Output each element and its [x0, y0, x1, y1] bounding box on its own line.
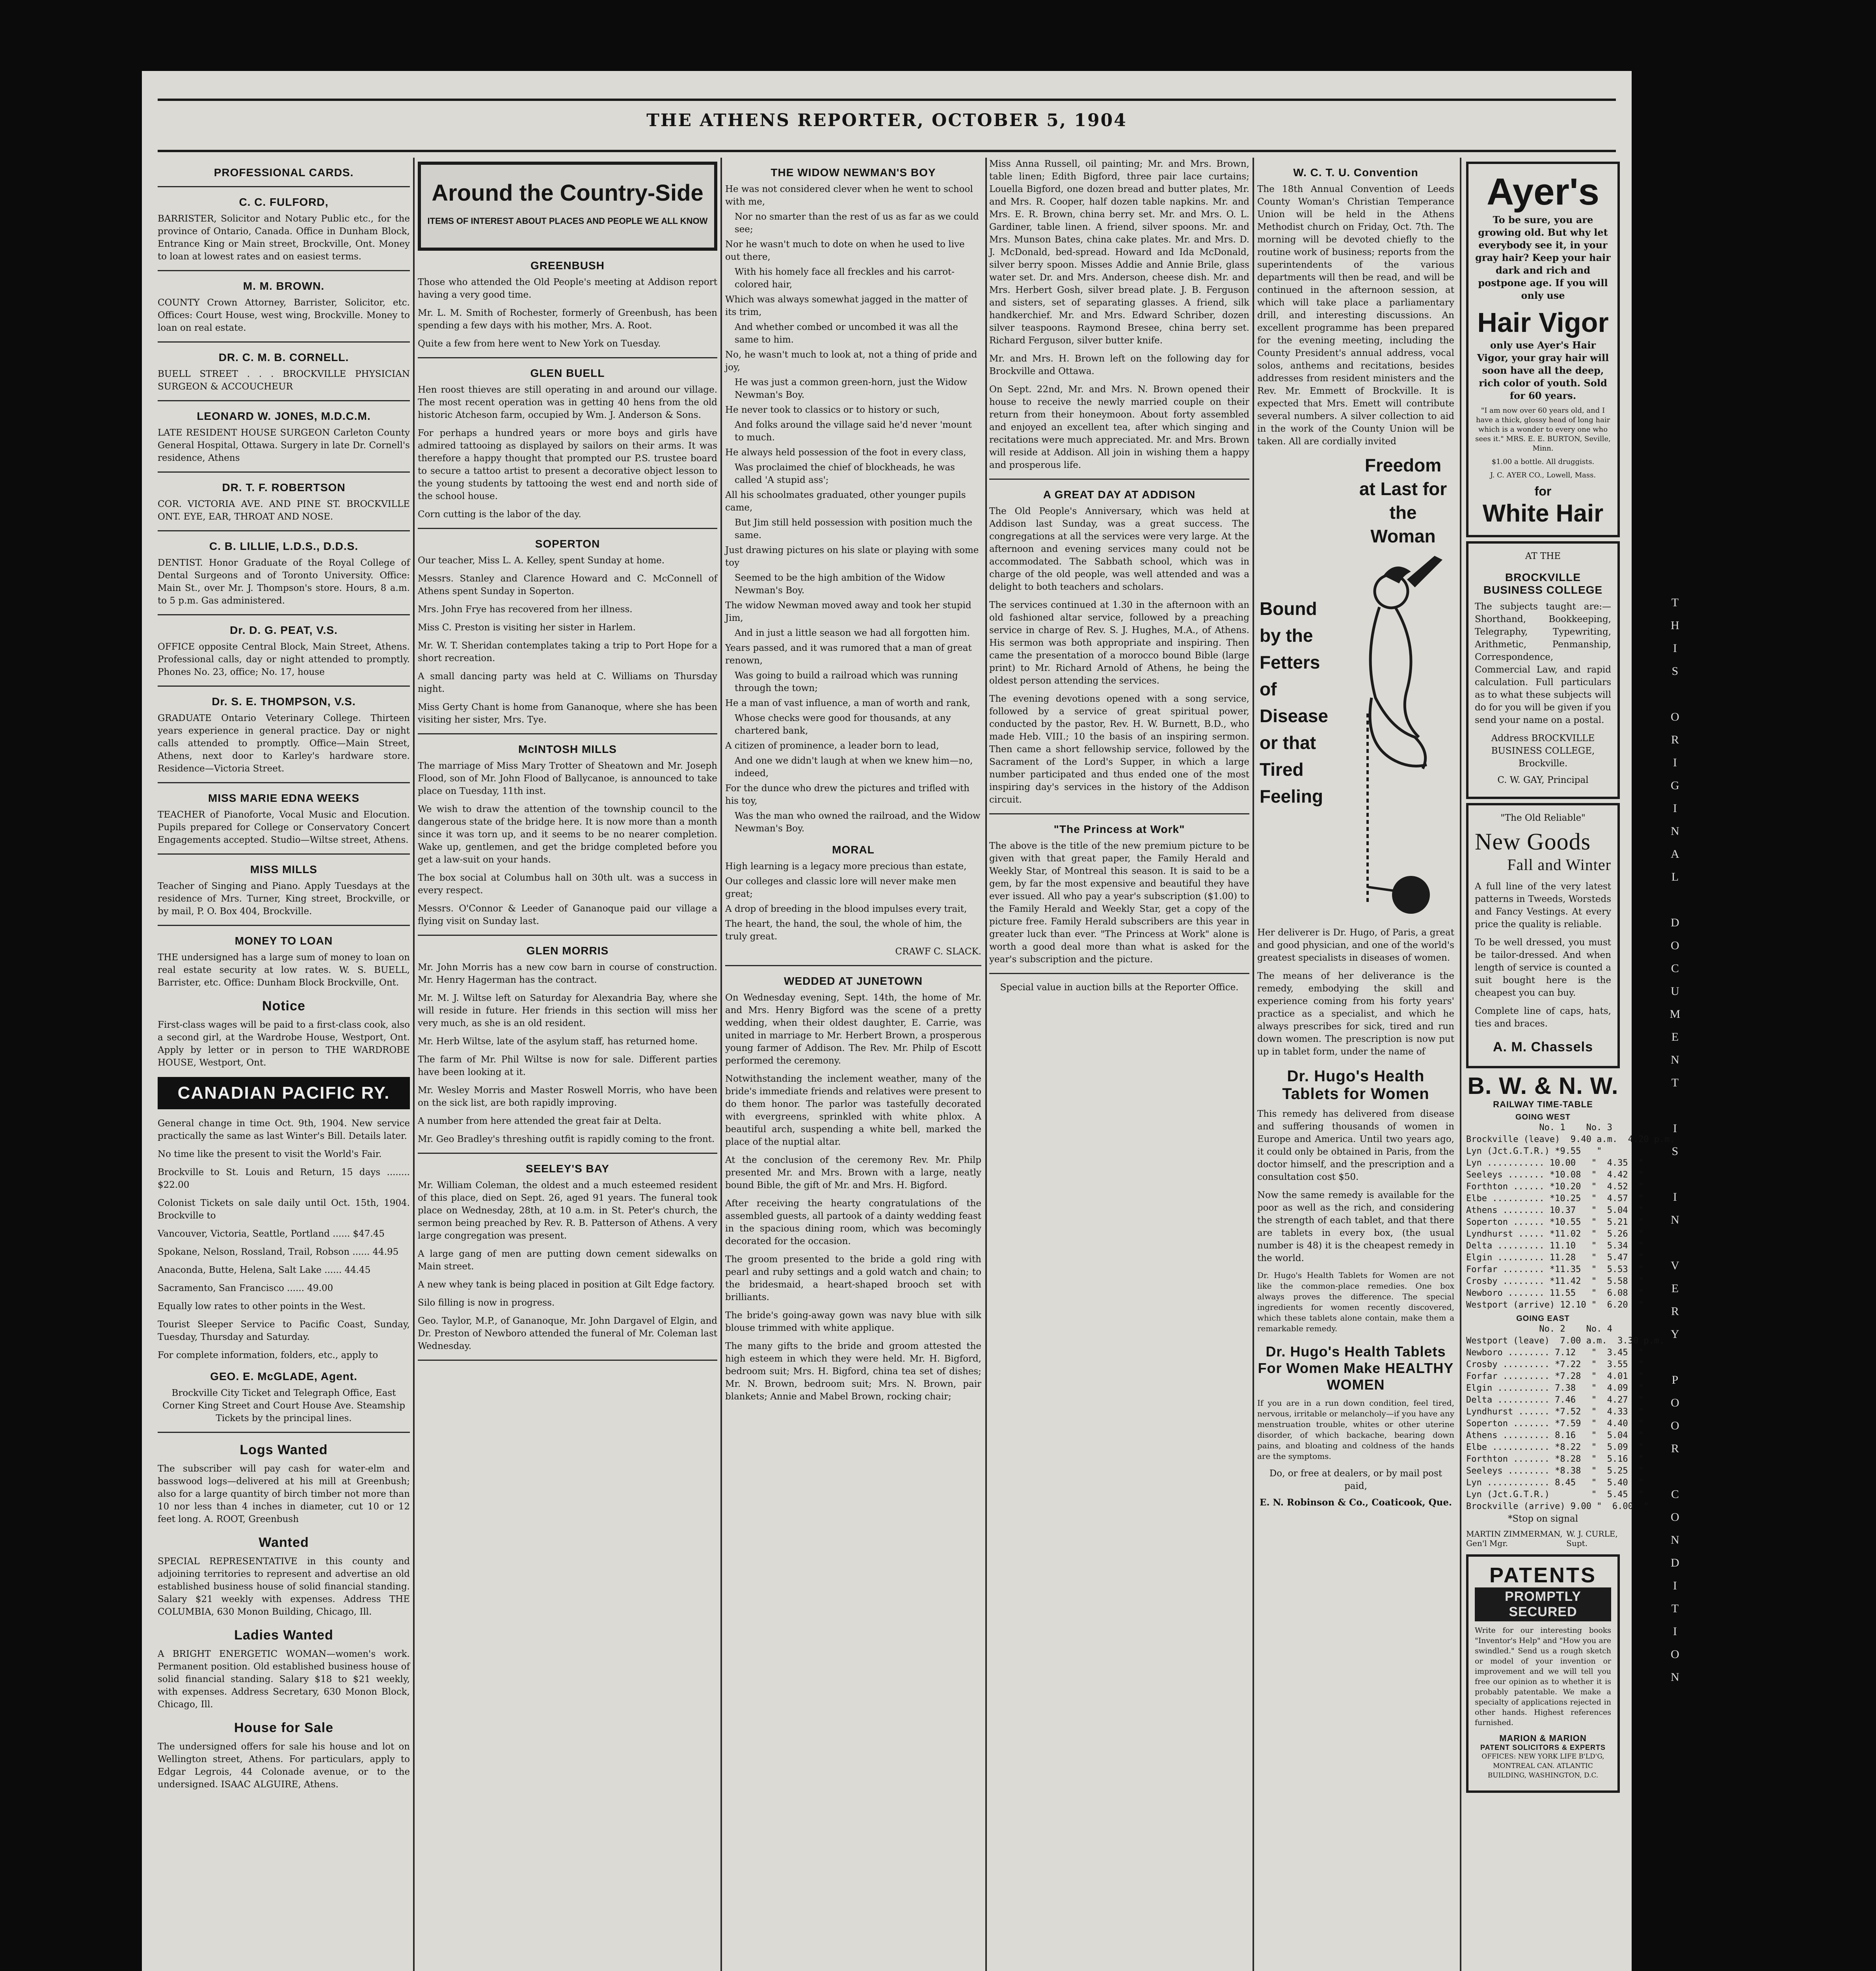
addison-paragraph: The Old People's Anniversary, which was held at Addison last Sunday, was a great success. The congregations at all the services were very large. At the afternoon and evening services many could not be accommodated. The Sabbath school, which was in charge of the old people, was well attended and was a delight to both teachers and scholars.	[989, 506, 1249, 592]
divider	[158, 400, 410, 401]
timetable-row: Elbe .......... *10.25 " 4.57 "	[1466, 1194, 1644, 1203]
timetable-row: Crosby ......... *7.22 " 3.55 "	[1466, 1360, 1644, 1369]
wedding-departure: Mr. and Mrs. H. Brown left on the following day for Brockville and Ottawa.	[989, 354, 1249, 376]
poem-line: The widow Newman moved away and took her stupid Jim,	[725, 600, 972, 623]
timetable-row: Crosby ........ *11.42 " 5.58 "	[1466, 1276, 1644, 1286]
going-west-heading: GOING WEST	[1515, 1113, 1571, 1121]
house-for-sale-text: The undersigned offers for sale his house and lot on Wellington street, Athens. For particulars, apply to Edgar Legrois, 44 Colonade avenue, or to the undersigned. ISAAC ALGUIRE, Athens.	[158, 1742, 410, 1790]
section-paragraph: Mr. M. J. Wiltse left on Saturday for Alexandria Bay, where she will reside in future. Her friends in this section will miss her very much, as she is an old resident.	[418, 993, 717, 1028]
cpr-line: Anaconda, Butte, Helena, Salt Lake ...... 44.45	[158, 1265, 371, 1275]
ayer-price: $1.00 a bottle. All druggists.	[1491, 458, 1595, 466]
railway-sign-right: W. J. CURLE, Supt.	[1566, 1529, 1618, 1548]
poem-line: Just drawing pictures on his slate or playing with some toy	[725, 545, 979, 568]
column-rule	[985, 158, 987, 1971]
poem-line: He never took to classics or to history or such,	[725, 405, 940, 415]
poem-line: Was the man who owned the railroad, and the Widow Newman's Boy.	[735, 811, 981, 834]
moral-line: Our colleges and classic lore will never make men great;	[725, 876, 957, 899]
patents-title: PATENTS	[1489, 1563, 1597, 1587]
card-name: C. C. FULFORD,	[239, 196, 329, 208]
section-paragraph: Miss C. Preston is visiting her sister in Harlem.	[418, 622, 636, 633]
timetable-row: Forthton ....... *8.28 " 5.16 "	[1466, 1454, 1644, 1464]
card-name: MISS MILLS	[250, 863, 318, 876]
hugo-para-6: If you are in a run down condition, feel tired, nervous, irritable or melancholy—if you have any menstruation trouble, whites or other uterine disorder, of which backache, bearing down pains, and bloating and coldness of the hands are the symptoms.	[1257, 1398, 1454, 1461]
timetable-row: Seeleys ........ *8.38 " 5.25 "	[1466, 1466, 1644, 1476]
divider	[158, 341, 410, 343]
college-at: AT THE	[1525, 551, 1561, 561]
wctu-title: W. C. T. U. Convention	[1293, 166, 1418, 179]
divider	[418, 935, 717, 936]
hugo-para-3: This remedy has delivered from disease and suffering thousands of women in Europe and America. Until two years ago, it could only be obtained in Paris, from the doctor himself, and the prescription and a consultation cost $50.	[1257, 1109, 1454, 1182]
freedom-headline: Freedom at Last for the Woman	[1359, 455, 1447, 546]
section-paragraph: A new whey tank is being placed in position at Gilt Edge factory.	[418, 1280, 715, 1290]
chassels-ad	[1466, 803, 1620, 1068]
timetable-row: Elgin ......... 11.28 " 5.47 "	[1466, 1253, 1644, 1263]
card-text: TEACHER of Pianoforte, Vocal Music and Elocution. Pupils prepared for College or Conservatory Concert Engagements accepted. Studio—Wiltse street, Athens.	[158, 810, 410, 845]
timetable-row: Soperton ...... *10.55 " 5.21 "	[1466, 1217, 1644, 1227]
woman-illustration-icon	[1316, 548, 1446, 922]
cpr-agent-text: Brockville City Ticket and Telegraph Office, East Corner King Street and Court House Ave. Steamship Tickets by the principal lines.	[162, 1388, 405, 1423]
banner-title: Around the Country-Side	[432, 180, 704, 206]
merchant-name: A. M. Chassels	[1493, 1040, 1593, 1054]
timetable-row: Newboro ....... 11.55 " 6.08 "	[1466, 1288, 1644, 1298]
wedding-paragraph: The groom presented to the bride a gold ring with pearl and ruby settings and a gold watch and chain; to the bridesmaid, a heart-shaped brooch set with brilliants.	[725, 1254, 981, 1302]
princess-text: The above is the title of the new premium picture to be given with that great paper, the Family Herald and Weekly Star, of Montreal this season. It is said to be a gem, by far the most expensive and beautiful they have ever issued. All who pay a year's subscription ($1.00) to the Family Herald and Weekly Star, get a copy of the picture free. Family Herald subscribers are this year in greater luck than ever. "The Princess at Work" alone is worth a good deal more than what is asked for the year's subscription and the picture.	[989, 841, 1249, 965]
poem-line: Which was always somewhat jagged in the matter of its trim,	[725, 294, 968, 317]
cpr-line: Sacramento, San Francisco ...... 49.00	[158, 1283, 333, 1293]
card-text: GRADUATE Ontario Veterinary College. Thirteen years experience in general practice. Day or night calls attended to promptly. Office—Main Street, Athens, next door to Karley's hardware store. Residence—Victoria Street.	[158, 713, 410, 774]
condition-word: P O O R	[1671, 1373, 1679, 1455]
masthead-rule-top	[158, 99, 1616, 101]
divider	[158, 686, 410, 687]
card-name: DR. T. F. ROBERTSON	[222, 481, 346, 494]
wedding-paragraph: The many gifts to the bride and groom attested the high esteem in which they were held. Mr. H. Bigford, bedroom suit; Mrs. H. Bigford, china tea set of dishes; Mr. N. Brown, bedroom suit; Mrs. N. Brown, pair blankets; Annie and Mabel Brown, rocking chair;	[725, 1341, 981, 1402]
card-text: BUELL STREET . . . BROCKVILLE PHYSICIAN SURGEON & ACCOUCHEUR	[158, 369, 410, 392]
poem-line: Years passed, and it was rumored that a man of great renown,	[725, 643, 972, 666]
railway-sub: RAILWAY TIME-TABLE	[1493, 1099, 1593, 1109]
section-paragraph: A large gang of men are putting down cement sidewalks on Main street.	[418, 1249, 717, 1272]
addison-article	[989, 505, 1249, 806]
wedding-paragraph: Notwithstanding the inclement weather, many of the bride's immediate friends and relatives were present to do them honor. The parlor was tastefully decorated with evergreens, sprinkled with white phlox. A beautiful arch, suspending a white bell, marked the place of the nuptial altar.	[725, 1074, 981, 1147]
hugo-product-name: Dr. Hugo's Health Tablets for Women	[1282, 1067, 1429, 1103]
goods-text-2: To be well dressed, you must be tailor-dressed. And when length of service is counted a suit bought here is the cheapest you can buy.	[1475, 937, 1611, 998]
cpr-line: General change in time Oct. 9th, 1904. New service practically the same as last Winter's Bill. Details later.	[158, 1118, 410, 1141]
canadian-pacific-logo: CANADIAN PACIFIC RY.	[158, 1077, 410, 1109]
wedding-paragraph: The bride's going-away gown was navy blue with silk blouse trimmed with white applique.	[725, 1310, 981, 1333]
cpr-line: No time like the present to visit the World's Fair.	[158, 1149, 382, 1159]
timetable-row: Brockville (arrive) 9.00 " 6.00 "	[1466, 1502, 1649, 1511]
card-text: OFFICE opposite Central Block, Main Street, Athens. Professional calls, day or night attended to promptly. Phones No. 23, office; No. 17, house	[158, 642, 410, 677]
card-name: DR. C. M. B. CORNELL.	[218, 351, 349, 363]
poem-line: A citizen of prominence, a leader born to lead,	[725, 741, 939, 751]
divider	[158, 1432, 410, 1433]
house-for-sale-heading: House for Sale	[234, 1720, 334, 1735]
business-college-ad	[1466, 541, 1620, 799]
column-addison	[989, 158, 1249, 1971]
section-paragraph: A number from here attended the great fair at Delta.	[418, 1116, 662, 1126]
freedom-illustration	[1257, 453, 1454, 926]
timetable-east	[1466, 1323, 1665, 1513]
poem-line: All his schoolmates graduated, other younger pupils came,	[725, 490, 966, 513]
column-rule	[1460, 158, 1461, 1971]
auction-note: Special value in auction bills at the Reporter Office.	[1000, 982, 1239, 993]
wedding-paragraph: On Wednesday evening, Sept. 14th, the home of Mr. and Mrs. Henry Bigford was the scene of a pretty wedding, when their oldest daughter, E. Carrie, was united in marriage to Mr. Herbert Brown, a prosperous young farmer of Addison. The Rev. Mr. Philp of Escott performed the ceremony.	[725, 993, 981, 1066]
condition-word: I N	[1671, 1190, 1679, 1226]
card-name: LEONARD W. JONES, M.D.C.M.	[197, 410, 371, 422]
column-rule	[1253, 158, 1254, 1971]
card-name: M. M. BROWN.	[243, 280, 325, 292]
wedding-title: WEDDED AT JUNETOWN	[784, 975, 923, 987]
divider	[158, 614, 410, 615]
ayer-lead: To be sure, you are growing old. But why let everybody see it, in your gray hair? Keep your hair dark and rich and postpone age. If you will only use	[1475, 214, 1611, 301]
section-paragraph: Miss Gerty Chant is home from Gananoque, where she has been visiting her sister, Mrs. Tye.	[418, 702, 717, 725]
wedding-reception: On Sept. 22nd, Mr. and Mrs. N. Brown opened their house to receive the newly married couple on their return from their honeymoon. About forty assembled and enjoyed an excellent tea, after which singing and recitations were much appreciated. Mr. and Mrs. Brown will reside at Addison. All join in wishing them a happy and prosperous life.	[989, 384, 1249, 470]
moral-lines	[725, 860, 981, 943]
timetable-row: Athens ......... 8.16 " 5.04 "	[1466, 1431, 1644, 1440]
poem-line: Seemed to be the high ambition of the Widow Newman's Boy.	[735, 573, 945, 596]
masthead-title: THE ATHENS REPORTER, OCTOBER 5, 1904	[646, 110, 1127, 130]
timetable-row: Lyndhurst ..... *11.02 " 5.26 "	[1466, 1229, 1644, 1239]
section-paragraph: For perhaps a hundred years or more boys and girls have admired tattooing as displayed by sailors on their arms. It was therefore a happy thought that prompted our P.S. trustee board to secure a tattoo artist to present a decorative object lesson to the young students by tattooing the west end and north side of the school house.	[418, 428, 717, 501]
stop-signal-note: *Stop on signal	[1508, 1514, 1578, 1524]
card-name: MONEY TO LOAN	[234, 935, 333, 947]
card-name: C. B. LILLIE, L.D.S., D.D.S.	[209, 540, 358, 552]
timetable-row: Lyn ........... 10.00 " 4.35 "	[1466, 1158, 1644, 1168]
divider	[158, 925, 410, 926]
section-paragraph: The box social at Columbus hall on 30th ult. was a success in every respect.	[418, 873, 717, 896]
divider	[158, 530, 410, 531]
railway-signatures	[1466, 1529, 1620, 1548]
timetable-row: Westport (arrive) 12.10 " 6.20 "	[1466, 1300, 1644, 1310]
moral-line: A drop of breeding in the blood impulses every trait,	[725, 904, 967, 914]
divider	[158, 853, 410, 855]
poem-line: Nor he wasn't much to dote on when he used to live out there,	[725, 239, 965, 262]
divider	[418, 733, 717, 734]
goods-text-1: A full line of the very latest patterns in Tweeds, Worsteds and Fancy Vestings. At every price the quality is reliable.	[1475, 881, 1611, 930]
addison-paragraph: The evening devotions opened with a song service, followed by a service of great spiritual power, conducted by the pastor, Rev. H. W. Burnett, B.D., who made Heb. VIII.; 10 the basis of an inspiring sermon. Then came a short fellowship service, followed by the Sacrament of the Lord's Supper, in which a large number participated and thus ended one of the most inspiring day's services in the history of the Addison circuit.	[989, 694, 1249, 805]
divider	[418, 357, 717, 358]
moral-line: High learning is a legacy more precious than estate,	[725, 861, 967, 872]
divider	[418, 528, 717, 529]
card-name: Dr. D. G. PEAT, V.S.	[230, 624, 338, 636]
timetable-row: Lyn (Jct.G.T.R.) " 5.45 "	[1466, 1490, 1644, 1500]
hugo-vendor: E. N. Robinson & Co., Coaticook, Que.	[1259, 1497, 1452, 1508]
moral-line: The heart, the hand, the soul, the whole of him, the truly great.	[725, 919, 962, 942]
card-text: DENTIST. Honor Graduate of the Royal College of Dental Surgeons and of Toronto University. Office: Main St., over Mr. J. Thompson's store. Hours, 8 a.m. to 5 p.m. Gas administered.	[158, 558, 410, 606]
cpr-line: Tourist Sleeper Service to Pacific Coast, Sunday, Tuesday, Thursday and Saturday.	[158, 1319, 410, 1342]
section-title: GLEN BUELL	[530, 367, 605, 379]
cpr-line: For complete information, folders, etc., apply to	[158, 1350, 378, 1360]
wedding-gifts: Miss Anna Russell, oil painting; Mr. and Mrs. Brown, table linen; Edith Bigford, three pair lace curtains; Louella Bigford, one dozen bread and butter plates, Mr. and Mrs. R. Cooper, half dozen table napkins. Mr. and Mrs. E. R. Brown, china berry set. Mr. and Mrs. O. L. Gardiner, table linen. A friend, silver spoons. Mr. and Mrs. Munson Bates, china cake plates. Mr. and Mrs. D. J. McDonald, bed-spread. Howard and Ida McDonald, silver berry spoon. Misses Addie and Annie Brile, glass water set. Dr. and Mrs. Anderson, cheese dish. Mr. and Mrs. Herbert Gosh, silver bread plate. J. B. Ferguson and sisters, set of separating glasses. A friend, silk handkerchief. Mr. and Mrs. Edward Schriber, dozen silver teaspoons. Raymond Bresee, china berry set. Richard Ferguson, silver butter knife.	[989, 159, 1249, 346]
hugo-para-2: The means of her deliverance is the remedy, embodying the skill and experience coming from his forty years' practice as a specialist, and which he always prescribes for sick, tired and run down women. The prescription is now put up in tablet form, under the name of	[1257, 971, 1454, 1057]
divider	[989, 813, 1249, 814]
card-text: THE undersigned has a large sum of money to loan on real estate security at low rates. W. S. BUELL, Barrister, etc. Office: Dunham Block Brockville, Ont.	[158, 952, 410, 988]
ayer-tagline: White Hair	[1482, 500, 1604, 527]
hugo-footer-name: Dr. Hugo's Health Tablets For Women Make HEALTHY WOMEN	[1258, 1343, 1454, 1393]
addison-title: A GREAT DAY AT ADDISON	[1043, 488, 1196, 501]
column-rule	[720, 158, 722, 1971]
going-east-heading: GOING EAST	[1516, 1314, 1570, 1323]
poem-line: With his homely face all freckles and his carrot-colored hair,	[735, 267, 955, 290]
section-paragraph: Mr. Wesley Morris and Master Roswell Morris, who have been on the sick list, are both rapidly improving.	[418, 1085, 717, 1108]
condition-word: D O C U M E N T	[1669, 916, 1681, 1089]
ayer-for: for	[1534, 484, 1552, 498]
poem-line: Nor no smarter than the rest of us as far as we could see;	[735, 212, 979, 235]
notice-heading: Notice	[262, 999, 305, 1013]
condition-word: T H I S	[1671, 596, 1679, 678]
patents-offices: OFFICES: NEW YORK LIFE B'LD'G, MONTREAL CAN. ATLANTIC BUILDING, WASHINGTON, D.C.	[1481, 1753, 1604, 1779]
poem-line: He a man of vast influence, a man of worth and rank,	[725, 698, 970, 708]
divider	[418, 1360, 717, 1361]
cpr-line: Brockville to St. Louis and Return, 15 days ........ $22.00	[158, 1167, 410, 1190]
patents-firm-sub: PATENT SOLICITORS & EXPERTS	[1480, 1744, 1606, 1751]
patents-sub: PROMPTLY SECURED	[1475, 1587, 1611, 1621]
princess-title: "The Princess at Work"	[1053, 823, 1185, 835]
poem-line: He was not considered clever when he went to school with me,	[725, 184, 973, 207]
wanted-text: SPECIAL REPRESENTATIVE in this county and adjoining territories to represent and advertise an old established business house of solid financial standing. Salary $21 weekly with expenses. Address THE COLUMBIA, 630 Monon Building, Chicago, Ill.	[158, 1556, 410, 1617]
cpr-agent: GEO. E. McGLADE, Agent.	[210, 1370, 357, 1382]
poem-line: He was just a common green-horn, just the Widow Newman's Boy.	[735, 377, 967, 400]
railway-sign-left: MARTIN ZIMMERMAN, Gen'l Mgr.	[1466, 1529, 1563, 1548]
condition-word: O R I G I N A L	[1671, 710, 1679, 883]
poem-line: No, he wasn't much to look at, not a thing of pride and joy,	[725, 350, 977, 373]
divider	[989, 479, 1249, 480]
section-paragraph: Mrs. John Frye has recovered from her illness.	[418, 604, 633, 615]
divider	[725, 965, 981, 966]
country-side-banner	[418, 162, 717, 251]
divider	[418, 1153, 717, 1154]
condition-word: C O N D I T I O N	[1671, 1488, 1679, 1684]
old-reliable: "The Old Reliable"	[1500, 813, 1586, 823]
poem-line: And whether combed or uncombed it was all the same to him.	[735, 322, 958, 345]
notice-text: First-class wages will be paid to a first-class cook, also a second girl, at the Wardrobe House, Westport, Ont. Apply by letter or in person to THE WARDROBE HOUSE, Westport, Ont.	[158, 1020, 410, 1068]
timetable-row: No. 1 No. 3	[1466, 1123, 1612, 1133]
card-text: LATE RESIDENT HOUSE SURGEON Carleton County General Hospital, Ottawa. Surgery in late Dr. Cornell's residence, Athens	[158, 428, 410, 463]
section-title: SEELEY'S BAY	[525, 1162, 610, 1175]
patents-firm: MARION & MARION	[1499, 1733, 1587, 1743]
poem-line: And one we didn't laugh at when we knew him—no, indeed,	[735, 756, 973, 779]
column-rule	[413, 158, 415, 1971]
timetable-row: Athens ........ 10.37 " 5.04 "	[1466, 1205, 1644, 1215]
timetable-row: Lyn (Jct.G.T.R.) *9.55 "	[1466, 1146, 1602, 1156]
wedding-article	[725, 991, 981, 1403]
condition-word: V E R Y	[1671, 1259, 1679, 1341]
timetable-row: Forfar ......... *7.28 " 4.01 "	[1466, 1371, 1644, 1381]
ayer-product: Hair Vigor	[1477, 307, 1609, 338]
card-text: BARRISTER, Solicitor and Notary Public etc., for the province of Ontario, Canada. Office in Dunham Block, Entrance King or Main street, Brockville, Ont. Money to loan at lowest rates and on easiest terms.	[158, 214, 410, 262]
section-paragraph: Mr. Geo Bradley's threshing outfit is rapidly coming to the front.	[418, 1134, 715, 1144]
hugo-para-5: Dr. Hugo's Health Tablets for Women are not like the common-place remedies. One box always proves the difference. The special ingredients for women recently discovered, which these tablets alone contain, make them a remarkable remedy.	[1257, 1271, 1454, 1333]
card-text: COUNTY Crown Attorney, Barrister, Solicitor, etc. Offices: Court House, west wing, Brockville. Money to loan on real estate.	[158, 298, 410, 333]
timetable-row: Lyn ............ 8.45 " 5.40 "	[1466, 1478, 1644, 1488]
section-paragraph: A small dancing party was held at C. Williams on Thursday night.	[418, 671, 717, 694]
cpr-line: Colonist Tickets on sale daily until Oct. 15th, 1904. Brockville to	[158, 1198, 410, 1221]
divider	[158, 782, 410, 783]
section-paragraph: Mr. Herb Wiltse, late of the asylum staff, has returned home.	[418, 1036, 698, 1047]
timetable-row: Newboro ........ 7.12 " 3.45 "	[1466, 1348, 1644, 1358]
ayer-testimonial: "I am now over 60 years old, and I have a thick, glossy head of long hair which is a wonder to every one who sees it." MRS. E. E. BURTON, Seville, Minn.	[1475, 406, 1611, 453]
hugo-para-1: Her deliverer is Dr. Hugo, of Paris, a great and good physician, and one of the world's greatest specialists in diseases of women.	[1257, 928, 1454, 963]
section-paragraph: Mr. William Coleman, the oldest and a much esteemed resident of this place, died on Sept. 26, aged 91 years. The funeral took place on Wednesday, 28th, at 10 a.m. in St. Peter's church, the sermon being preached by Rev. R. B. Patterson of Athens. A very large congregation was present.	[418, 1180, 717, 1241]
ayer-body: only use Ayer's Hair Vigor, your gray hair will soon have all the deep, rich color of youth. Sold for 60 years.	[1477, 339, 1609, 401]
divider	[158, 471, 410, 473]
cards-list	[158, 186, 410, 989]
hugo-para-4: Now the same remedy is available for the poor as well as the rich, and considering the strength of each tablet, and that there are tablets in every box, (the usual number is 48) it is the cheapest remedy in the world.	[1257, 1190, 1454, 1263]
ayer-maker: J. C. AYER CO., Lowell, Mass.	[1490, 471, 1596, 479]
country-side-sections	[418, 259, 717, 1361]
wctu-text: The 18th Annual Convention of Leeds County Woman's Christian Temperance Union will be held in the Athens Methodist church on Friday, Oct. 7th. The morning will be devoted chiefly to the routine work of business; reports from the superintendents of the various departments will then be read, and will be continued in the afternoon session, at which will take place a parliamentary drill, and interesting discussions. An excellent programme has been prepared for the evening meeting, including the County President's annual address, vocal solos, anthems and recitations, besides addresses from resident ministers and the Rev. Mr. Emmett of Brockville. It is expected that Mrs. Emett will contribute several numbers. A silver collection to aid in the work of the County Union will be taken. All are cordially invited	[1257, 184, 1454, 447]
masthead-rule-bottom	[158, 150, 1616, 152]
poem-line: And in just a little season we had all forgotten him.	[735, 628, 970, 638]
college-address: Address BROCKVILLE BUSINESS COLLEGE, Brockville.	[1491, 733, 1595, 769]
poem-line: Was going to build a railroad which was running through the town;	[735, 671, 958, 693]
railway-name: B. W. & N. W.	[1467, 1073, 1619, 1099]
timetable-row: Westport (leave) 7.00 a.m. 3.30 p.m.	[1466, 1336, 1665, 1346]
patents-ad	[1466, 1554, 1620, 1793]
poem-author: CRAWF C. SLACK.	[895, 946, 981, 957]
poem-lines	[725, 183, 981, 835]
poem-title: THE WIDOW NEWMAN'S BOY	[770, 166, 936, 179]
section-paragraph: Quite a few from here went to New York on Tuesday.	[418, 339, 661, 349]
timetable-row: Delta .......... 7.46 " 4.27 "	[1466, 1395, 1644, 1405]
card-name: MISS MARIE EDNA WEEKS	[208, 792, 359, 804]
section-paragraph: Mr. L. M. Smith of Rochester, formerly of Greenbush, has been spending a few days with his mother, Mrs. A. Root.	[418, 308, 717, 331]
timetable-row: Elgin .......... 7.38 " 4.09 "	[1466, 1383, 1644, 1393]
column-wctu-hugo	[1257, 158, 1454, 1971]
professional-cards-heading: PROFESSIONAL CARDS.	[214, 166, 354, 179]
section-paragraph: Mr. W. T. Sheridan contemplates taking a trip to Port Hope for a short recreation.	[418, 641, 717, 663]
section-paragraph: Messrs. O'Connor & Leeder of Gananoque paid our village a flying visit on Sunday last.	[418, 904, 717, 926]
condition-word: I S	[1671, 1122, 1679, 1158]
timetable-row: Soperton ....... *7.59 " 4.40 "	[1466, 1419, 1644, 1429]
column-professional-cards	[158, 158, 410, 1971]
college-principal: C. W. GAY, Principal	[1497, 775, 1589, 785]
poem-line: And folks around the village said he'd never 'mount to much.	[735, 420, 972, 443]
poem-line: He always held possession of the foot in every class,	[725, 447, 966, 458]
section-paragraph: Messrs. Stanley and Clarence Howard and C. McConnell of Athens spent Sunday in Soperton.	[418, 574, 717, 596]
section-paragraph: Mr. John Morris has a new cow barn in course of construction. Mr. Henry Hagerman has the contract.	[418, 962, 717, 985]
cpr-schedule	[158, 1117, 410, 1362]
ayer-ad	[1466, 162, 1620, 537]
section-paragraph: The farm of Mr. Phil Wiltse is now for sale. Different parties have been looking at it.	[418, 1054, 717, 1077]
ayer-brand: Ayer's	[1486, 171, 1600, 213]
column-poem-wedding	[725, 158, 981, 1971]
timetable-row: Delta ......... 11.10 " 5.34 "	[1466, 1241, 1644, 1251]
poem-line: Was proclaimed the chief of blockheads, he was called 'A stupid ass';	[735, 462, 955, 485]
wedding-paragraph: At the conclusion of the ceremony Rev. Mr. Philp presented Mr. and Mrs. Brown with a large, neatly bound Bible, the gift of Mr. and Mrs. H. Bigford.	[725, 1155, 981, 1190]
banner-subtitle: ITEMS OF INTEREST ABOUT PLACES AND PEOPLE WE ALL KNOW	[427, 216, 708, 226]
section-paragraph: Hen roost thieves are still operating in and around our village. The most recent operation was in getting 40 hens from the old historic Atcheson farm, occupied by Wm. J. Anderson & Sons.	[418, 385, 717, 420]
card-name: Dr. S. E. THOMPSON, V.S.	[212, 695, 356, 708]
cpr-line: Equally low rates to other points in the West.	[158, 1301, 366, 1312]
section-paragraph: Corn cutting is the labor of the day.	[418, 509, 581, 520]
college-text: The subjects taught are:—Shorthand, Bookkeeping, Telegraphy, Typewriting, Arithmetic, Penmanship, Correspondence, Commercial Law, and rapid calculation. Full particulars as to what these subjects will do for you will be given if you send your name on a postal.	[1475, 602, 1611, 725]
patents-text: Write for our interesting books "Inventor's Help" and "How you are swindled." Send us a rough sketch or model of your invention or improvement and we will tell you free our opinion as to whether it is probably patentable. We make a specialty of applications rejected in other hands. Highest references furnished.	[1475, 1626, 1611, 1727]
logs-wanted-heading: Logs Wanted	[240, 1442, 328, 1457]
hugo-sold: Do, or free at dealers, or by mail post paid,	[1269, 1468, 1442, 1491]
timetable-row: Forfar ........ *11.35 " 5.53 "	[1466, 1265, 1644, 1274]
season-heading: Fall and Winter	[1507, 856, 1611, 874]
new-goods-heading: New Goods	[1475, 829, 1591, 855]
cpr-line: Vancouver, Victoria, Seattle, Portland ...... $47.45	[158, 1229, 385, 1239]
cpr-line: Spokane, Nelson, Rossland, Trail, Robson ...... 44.95	[158, 1247, 399, 1257]
timetable-row: No. 2 No. 4	[1466, 1324, 1612, 1334]
college-name: BROCKVILLE BUSINESS COLLEGE	[1483, 571, 1603, 596]
section-paragraph: Silo filling is now in progress.	[418, 1298, 555, 1308]
card-text: COR. VICTORIA AVE. AND PINE ST. BROCKVILLE ONT. EYE, EAR, THROAT AND NOSE.	[158, 499, 410, 522]
poem-line: But Jim still held possession with position much the same.	[735, 518, 972, 540]
divider	[989, 973, 1249, 974]
ladies-wanted-text: A BRIGHT ENERGETIC WOMAN—women's work. Permanent position. Old established business house of solid financial standing. Salary $18 to $21 weekly, with expenses. Address Secretary, 630 Monon Block, Chicago, Ill.	[158, 1649, 410, 1710]
section-title: GREENBUSH	[530, 259, 605, 272]
section-title: GLEN MORRIS	[526, 945, 609, 957]
masthead	[142, 83, 1632, 158]
poem-line: Whose checks were good for thousands, at any chartered bank,	[735, 713, 951, 736]
section-title: SOPERTON	[535, 538, 600, 550]
timetable-row: Lyndhurst ...... *7.52 " 4.33 "	[1466, 1407, 1644, 1417]
poem-line: For the dunce who drew the pictures and trifled with his toy,	[725, 783, 970, 806]
section-paragraph: Those who attended the Old People's meeting at Addison report having a very good time.	[418, 277, 717, 300]
section-paragraph: Our teacher, Miss L. A. Kelley, spent Sunday at home.	[418, 555, 665, 566]
timetable-row: Forthton ...... *10.20 " 4.52 "	[1466, 1182, 1644, 1192]
timetable-row: Brockville (leave) 9.40 a.m. 4.20 p.m.	[1466, 1135, 1675, 1144]
divider	[158, 270, 410, 271]
wanted-heading: Wanted	[259, 1535, 309, 1550]
timetable-row: Seeleys ....... *10.08 " 4.42 "	[1466, 1170, 1644, 1180]
section-paragraph: Geo. Taylor, M.P., of Gananoque, Mr. John Dargavel of Elgin, and Dr. Preston of Newboro attended the funeral of Mr. Coleman last Wednesday.	[418, 1316, 717, 1351]
section-paragraph: The marriage of Miss Mary Trotter of Sheatown and Mr. Joseph Flood, son of Mr. John Flood of Ballycanoe, is announced to take place on Tuesday, 11th inst.	[418, 761, 717, 796]
wedding-paragraph: After receiving the hearty congratulations of the assembled guests, all partook of a dainty wedding feast in the spacious dining room, which was becomingly decorated for the occasion.	[725, 1198, 981, 1246]
card-text: Teacher of Singing and Piano. Apply Tuesdays at the residence of Mrs. Turner, King street, Brockville, or by mail, P. O. Box 404, Brockville.	[158, 881, 410, 917]
divider	[158, 186, 410, 187]
condition-note	[1663, 591, 1687, 1712]
addison-paragraph: The services continued at 1.30 in the afternoon with an old fashioned altar service, followed by a preaching service in charge of Rev. S. J. Hughes, M.A., of Athens. His sermon was both appropriate and inspiring. Then came the presentation of a morocco bound Bible (large print) to Mr. Richard Arnold of Athens, he being the oldest person attending the services.	[989, 600, 1249, 686]
bound-text: Bound by the Fetters of Disease or that Tired Feeling	[1260, 598, 1328, 807]
moral-heading: MORAL	[832, 844, 875, 856]
logs-wanted-text: The subscriber will pay cash for water-elm and basswood logs—delivered at his mill at Greenbush; also for a large quantity of birch timber not more than 10 nor less than 4 inches in diameter, cut 10 or 12 feet long. A. ROOT, Greenbush	[158, 1464, 410, 1524]
timetable-row: Elbe ........... *8.22 " 5.09 "	[1466, 1442, 1644, 1452]
section-title: McINTOSH MILLS	[518, 743, 617, 755]
column-country-side	[418, 158, 717, 1971]
goods-text-3: Complete line of caps, hats, ties and braces.	[1475, 1006, 1611, 1029]
section-paragraph: We wish to draw the attention of the township council to the dangerous state of the bridge here. It is now more than a month since it was torn up, and it seems to be no nearer completion. Wake up, gentlemen, and get the bridge completed before you get a law-suit on your hands.	[418, 804, 717, 865]
ladies-wanted-heading: Ladies Wanted	[234, 1628, 333, 1643]
